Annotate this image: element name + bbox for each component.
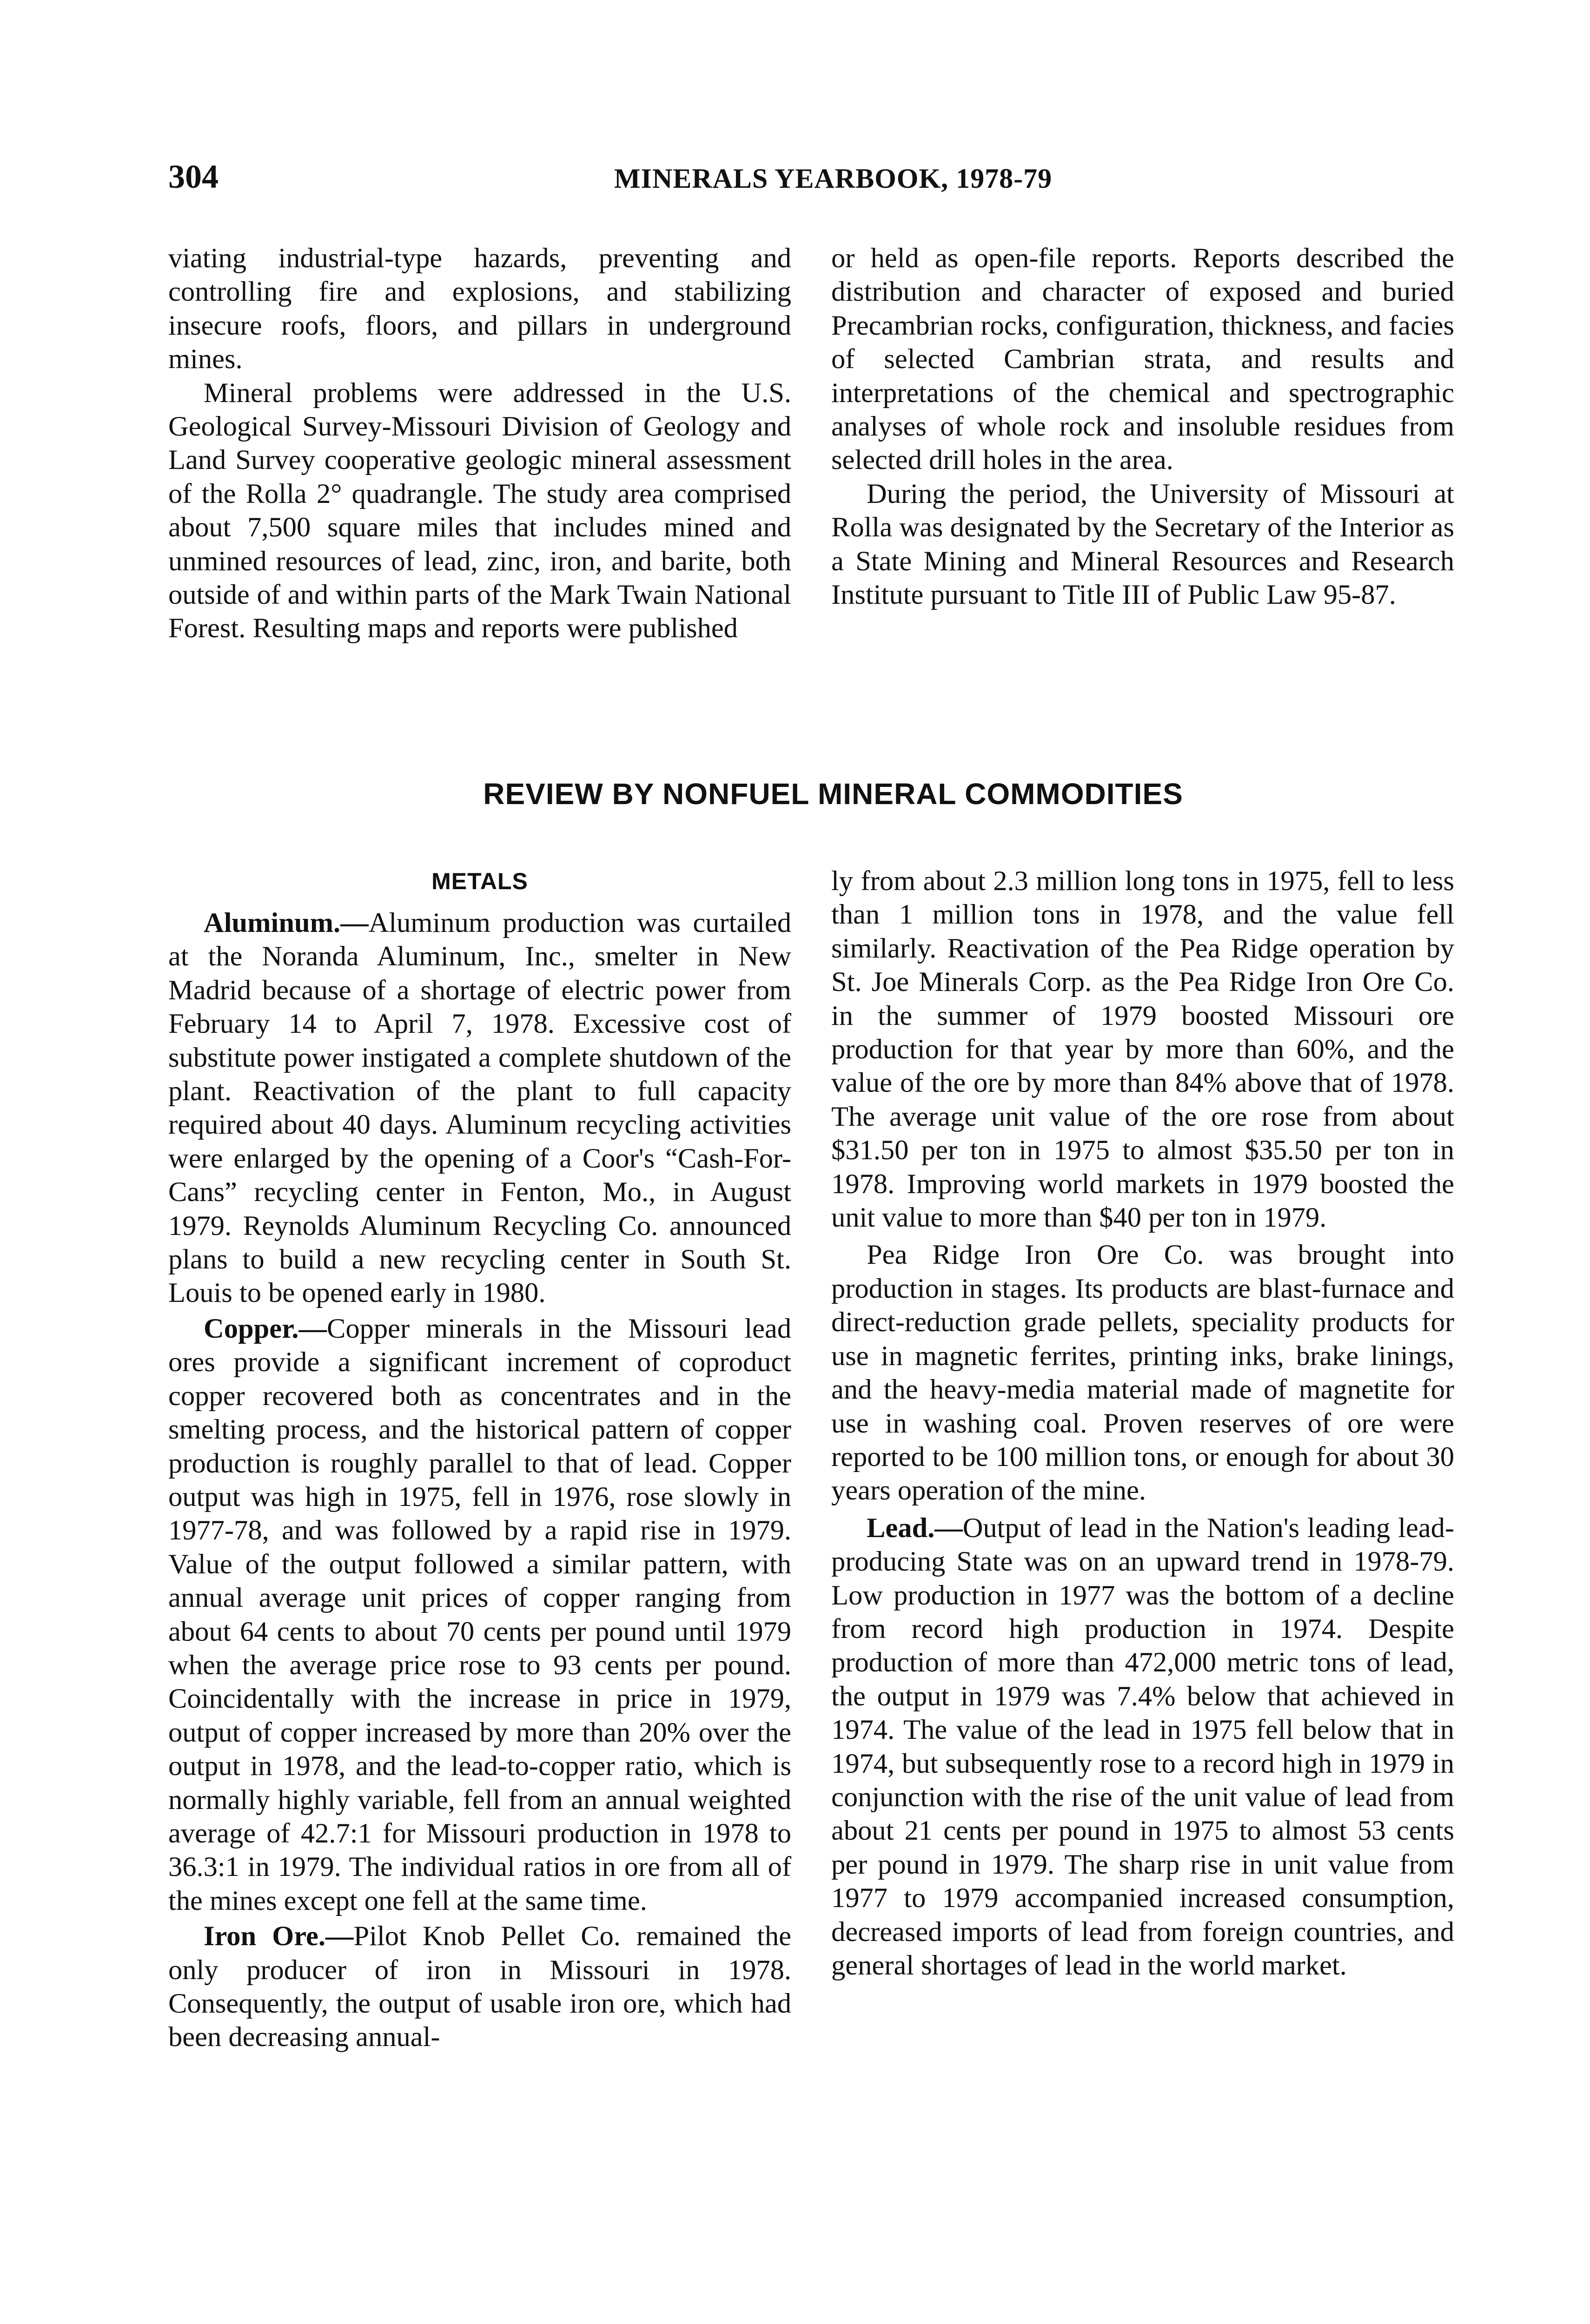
copper-run-in-heading: Copper.— xyxy=(204,1313,327,1344)
intro-right-column xyxy=(831,242,1454,612)
paragraph-university-rolla: During the period, the University of Missouri at Rolla was designated by the Secretary of the Interior as a State Mining and Mineral Resources and Research Institute pursuant to Title III of Public Law 95-87. xyxy=(831,478,1454,611)
paragraph-iron-ore-continued: ly from about 2.3 million long tons in 1975, fell to less than 1 million tons in 1978, and the value fell similarly. Reactivation of the Pea Ridge operation by St. Joe Minerals Corp. as the Pea Ridge Iron Ore Co. in the summer of 1979 boosted Missouri ore production for that year by more than 60%, and the value of the ore by more than 84% above that of 1978. The average unit value of the ore rose from about $31.50 per ton in 1975 to almost $35.50 per ton in 1978. Improving world markets in 1979 boosted the unit value to more than $40 per ton in 1979. xyxy=(831,865,1454,1234)
paragraph-lead xyxy=(831,1512,1454,1983)
iron-ore-run-in-heading: Iron Ore.— xyxy=(204,1921,354,1952)
paragraph-mineral-problems: Mineral problems were addressed in the U.S. Geological Survey-Missouri Division of Geology and Land Survey cooperative geologic mineral assessment of the Rolla 2° quadrangle. The study area comprised about 7,500 square miles that includes mined and unmined resources of lead, zinc, iron, and barite, both outside of and within parts of the Mark Twain National Forest. Resulting maps and reports were published xyxy=(168,377,791,644)
lead-text: Output of lead in the Nation's leading lead-producing State was on an upward trend in 1978-79. Low production in 1977 was the bottom of a decline from record high production in 1974. Despite production of more than 472,000 metric tons of lead, the output in 1979 was 7.4% below that achieved in 1974. The value of the lead in 1975 fell below that in 1974, but subsequently rose to a record high in 1979 in conjunction with the rise of the unit value of lead from about 21 cents per pound in 1975 to almost 53 cents per pound in 1979. The sharp rise in unit value from 1977 to 1979 accompanied increased consumption, decreased imports of lead from foreign countries, and general shortages of lead in the world market. xyxy=(831,1512,1454,1981)
subheading-metals: METALS xyxy=(431,868,528,894)
running-head xyxy=(168,158,1498,195)
paragraph-hazards: viating industrial-type hazards, preventing and controlling fire and explosions, and stabilizing insecure roofs, floors, and pillars in underground mines. xyxy=(168,243,791,375)
metals-right-column xyxy=(831,865,1454,1982)
metals-left-column xyxy=(168,906,791,2054)
page-number: 304 xyxy=(168,158,219,195)
paragraph-copper xyxy=(168,1312,791,1918)
paragraph-pea-ridge: Pea Ridge Iron Ore Co. was brought into production in stages. Its products are blast-furnace and direct-reduction grade pellets, speciality products for use in magnetic ferrites, printing inks, brake linings, and the heavy-media material made of magnetite for use in washing coal. Proven reserves of ore were reported to be 100 million tons, or enough for about 30 years operation of the mine. xyxy=(831,1239,1454,1506)
lead-run-in-heading: Lead.— xyxy=(867,1512,963,1544)
paragraph-open-file-reports: or held as open-file reports. Reports described the distribution and character of exposed and buried Precambrian rocks, configuration, thickness, and facies of selected Cambrian strata, and results and interpretations of the chemical and spectrographic analyses of whole rock and insoluble residues from selected drill holes in the area. xyxy=(831,243,1454,476)
paragraph-aluminum xyxy=(168,906,791,1310)
iron-ore-text: Pilot Knob Pellet Co. remained the only producer of iron in Missouri in 1978. Consequently, the output of usable iron ore, which had been decreasing annual- xyxy=(168,1921,791,2053)
copper-text: Copper minerals in the Missouri lead ores provide a significant increment of coproduct copper recovered both as concentrates and in the smelting process, and the historical pattern of copper production is roughly parallel to that of lead. Copper output was high in 1975, fell in 1976, rose slowly in 1977-78, and was followed by a rapid rise in 1979. Value of the output followed a similar pattern, with annual average unit prices of copper ranging from about 64 cents to about 70 cents per pound until 1979 when the average price rose to 93 cents per pound. Coincidentally with the increase in price in 1979, output of copper increased by more than 20% over the output in 1978, and the lead-to-copper ratio, which is normally highly variable, fell from an annual weighted average of 42.7:1 for Missouri production in 1978 to 36.3:1 in 1979. The individual ratios in ore from all of the mines except one fell at the same time. xyxy=(168,1313,791,1916)
aluminum-run-in-heading: Aluminum.— xyxy=(204,907,369,938)
intro-left-column xyxy=(168,242,791,646)
paragraph-iron-ore xyxy=(168,1920,791,2054)
running-title: MINERALS YEARBOOK, 1978-79 xyxy=(614,163,1053,194)
aluminum-text: Aluminum production was curtailed at the Noranda Aluminum, Inc., smelter in New Madrid because of a shortage of electric power from February 14 to April 7, 1978. Excessive cost of substitute power instigated a complete shutdown of the plant. Reactivation of the plant to full capacity required about 40 days. Aluminum recycling activities were enlarged by the opening of a Coor's “Cash-For-Cans” recycling center in Fenton, Mo., in August 1979. Reynolds Aluminum Recycling Co. announced plans to build a new recycling center in South St. Louis to be opened early in 1980. xyxy=(168,907,791,1309)
section-heading-review: REVIEW BY NONFUEL MINERAL COMMODITIES xyxy=(483,777,1183,811)
